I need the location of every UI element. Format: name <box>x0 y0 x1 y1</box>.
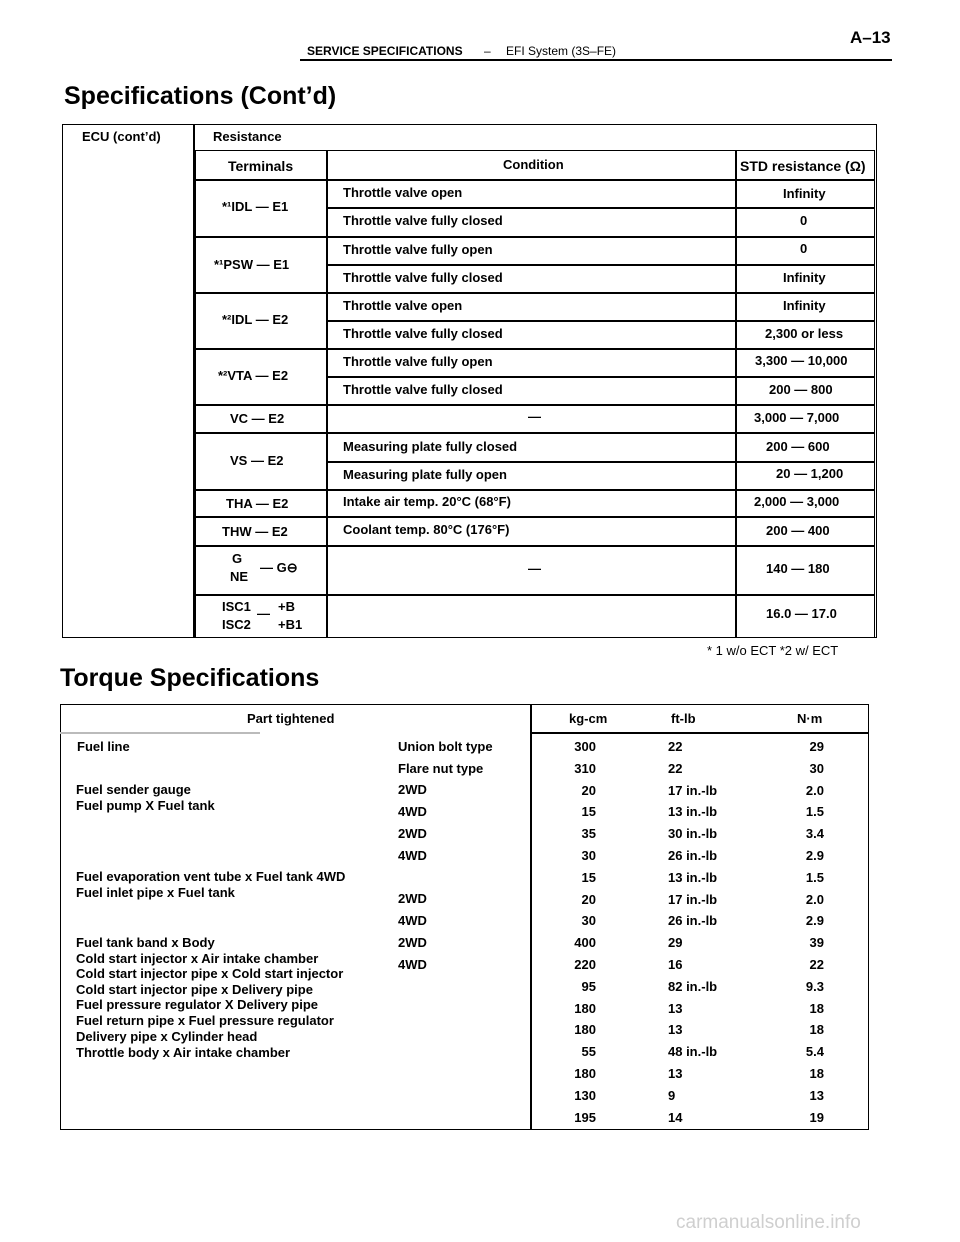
part-label: Cold start injector pipe x Cold start injector <box>76 966 344 981</box>
torque-ftlb-value: 30 in.-lb <box>668 826 718 842</box>
torque-ftlb-value: 17 in.-lb <box>668 891 718 907</box>
terminal: VC — E2 <box>230 411 285 426</box>
part-subtype: 4WD <box>398 848 427 863</box>
part-label: Cold start injector pipe x Delivery pipe <box>76 982 313 997</box>
terminal: VS — E2 <box>230 453 284 468</box>
row-line <box>195 489 875 491</box>
std-value: 2,300 or less <box>765 326 844 341</box>
part-subtype: 2WD <box>398 782 427 797</box>
torque-kgcm-value: 95 <box>581 978 596 994</box>
torque-nm-value: 2.9 <box>805 913 824 929</box>
torque-ftlb-value: 14 <box>668 1109 683 1125</box>
torque-kgcm-value: 35 <box>581 826 596 842</box>
header-section: SERVICE SPECIFICATIONS <box>307 44 463 58</box>
torque-ftlb-value: 13 in.-lb <box>668 869 718 885</box>
condition: Coolant temp. 80°C (176°F) <box>343 522 510 537</box>
condition: Throttle valve fully closed <box>343 270 503 285</box>
terminal: — <box>257 606 270 621</box>
part-subtype: 2WD <box>398 826 427 841</box>
terminal: *¹IDL — E1 <box>222 199 289 214</box>
torque-kgcm-value: 300 <box>574 739 596 754</box>
spec-item: Resistance <box>213 129 282 144</box>
col-nm: N·m <box>797 711 823 726</box>
row-line <box>195 404 875 406</box>
part-label: Fuel pump X Fuel tank <box>76 798 215 813</box>
torque-ftlb-value: 48 in.-lb <box>668 1044 718 1060</box>
row-line <box>195 594 875 596</box>
terminal: ISC1 <box>222 599 251 614</box>
condition: Intake air temp. 20°C (68°F) <box>343 494 511 509</box>
torque-nm-value: 2.0 <box>805 891 824 907</box>
terminal: *²IDL — E2 <box>222 312 289 327</box>
row-line <box>326 461 875 463</box>
terminal: *²VTA — E2 <box>218 368 289 383</box>
part-label: Fuel line <box>77 739 130 754</box>
torque-ftlb-value: 9 <box>668 1087 676 1103</box>
row-line <box>195 292 875 294</box>
torque-kgcm-value: 220 <box>574 957 596 972</box>
header-system: EFI System (3S–FE) <box>506 44 617 58</box>
condition: Throttle valve fully closed <box>343 382 503 397</box>
torque-ftlb-value: 22 <box>668 760 683 776</box>
std-value: 3,300 — 10,000 <box>755 353 848 368</box>
row-line <box>326 264 875 266</box>
col-ftlb: ft-lb <box>671 711 696 726</box>
condition: — <box>528 409 541 424</box>
condition: Measuring plate fully open <box>343 467 507 482</box>
row-line <box>195 516 875 518</box>
torque-kgcm-value: 15 <box>581 869 596 885</box>
torque-header-line-left <box>60 732 260 734</box>
col-kgcm: kg-cm <box>569 711 608 726</box>
part-subtype: 4WD <box>398 913 427 928</box>
torque-nm-value: 5.4 <box>805 1044 824 1060</box>
torque-nm-value: 22 <box>809 957 824 972</box>
torque-kgcm-value: 400 <box>574 935 596 951</box>
torque-nm-value: 1.5 <box>805 869 824 885</box>
terminal: *¹PSW — E1 <box>214 257 290 272</box>
torque-kgcm-value: 30 <box>581 848 596 863</box>
part-label: Fuel inlet pipe x Fuel tank <box>76 885 235 900</box>
std-value: 200 — 800 <box>769 382 833 397</box>
torque-kgcm-value: 15 <box>581 804 596 820</box>
row-line <box>326 376 875 378</box>
condition: Measuring plate fully closed <box>343 439 518 454</box>
col-part-tightened: Part tightened <box>247 711 335 726</box>
part-label: Fuel sender gauge <box>76 782 191 797</box>
condition: Throttle valve fully closed <box>343 326 503 341</box>
part-subtype: 4WD <box>398 804 427 819</box>
header-separator: – <box>484 44 491 58</box>
terminal: — G⊖ <box>260 560 298 575</box>
part-subtype: Union bolt type <box>398 739 493 754</box>
part-label: Fuel tank band x Body <box>76 935 215 950</box>
torque-kgcm-value: 195 <box>574 1109 596 1125</box>
condition: Throttle valve fully closed <box>343 213 503 228</box>
col-terminals: Terminals <box>228 158 294 174</box>
terminal: +B <box>278 599 295 614</box>
condition: Throttle valve fully open <box>343 242 493 257</box>
torque-nm-value: 2.9 <box>805 848 824 863</box>
part-subtype: 2WD <box>398 935 427 950</box>
torque-ftlb-value: 16 <box>668 957 683 972</box>
torque-title: Torque Specifications <box>60 664 320 692</box>
std-value: Infinity <box>783 298 826 313</box>
torque-divider <box>530 704 532 1130</box>
terminal: ISC2 <box>222 617 251 632</box>
col-line-1 <box>326 150 328 638</box>
watermark: carmanualsonline.info <box>676 1212 861 1233</box>
std-value: Infinity <box>783 186 826 201</box>
torque-kgcm-value: 180 <box>574 1000 596 1016</box>
footnote: * 1 w/o ECT *2 w/ ECT <box>707 643 839 658</box>
torque-nm-value: 2.0 <box>805 782 824 798</box>
part-subtype: Flare nut type <box>398 761 484 776</box>
torque-kgcm-value: 130 <box>574 1087 596 1103</box>
torque-ftlb-value: 29 <box>668 935 683 951</box>
spec-title: Specifications (Cont’d) <box>64 82 337 110</box>
terminal: THA — E2 <box>226 496 289 511</box>
part-label: Delivery pipe x Cylinder head <box>76 1029 258 1044</box>
row-line <box>195 179 875 181</box>
torque-ftlb-value: 13 <box>668 1066 683 1081</box>
torque-ftlb-value: 13 <box>668 1022 683 1038</box>
torque-ftlb-value: 82 in.-lb <box>668 978 718 994</box>
part-subtype: 2WD <box>398 891 427 906</box>
part-label: Throttle body x Air intake chamber <box>76 1045 291 1060</box>
torque-kgcm-value: 180 <box>574 1022 596 1038</box>
std-value: 200 — 600 <box>766 439 830 454</box>
spec-component: ECU (cont’d) <box>82 129 161 144</box>
std-value: 0 <box>800 241 808 256</box>
terminal: THW — E2 <box>222 524 288 539</box>
terminal: NE <box>230 569 249 584</box>
terminal: +B1 <box>278 617 303 632</box>
torque-ftlb-value: 26 in.-lb <box>668 848 718 863</box>
row-line <box>326 320 875 322</box>
terminal: G <box>232 551 243 566</box>
col-condition: Condition <box>503 157 564 172</box>
row-line <box>195 432 875 434</box>
row-line <box>326 207 875 209</box>
torque-kgcm-value: 20 <box>581 782 596 798</box>
torque-ftlb-value: 22 <box>668 739 683 754</box>
std-value: 0 <box>800 213 808 228</box>
part-label: Fuel pressure regulator X Delivery pipe <box>76 997 319 1012</box>
torque-nm-value: 18 <box>809 1000 824 1016</box>
torque-kgcm-value: 20 <box>581 891 596 907</box>
torque-ftlb-value: 26 in.-lb <box>668 913 718 929</box>
page-number: A–13 <box>850 28 891 47</box>
torque-kgcm-value: 310 <box>574 760 596 776</box>
torque-nm-value: 3.4 <box>805 826 824 842</box>
torque-nm-value: 18 <box>809 1066 824 1081</box>
part-subtype: 4WD <box>398 957 427 972</box>
std-value: 20 — 1,200 <box>776 466 844 481</box>
torque-header-line <box>530 732 869 734</box>
torque-nm-value: 39 <box>809 935 824 951</box>
torque-ftlb-value: 13 <box>668 1000 683 1016</box>
std-value: 200 — 400 <box>766 523 830 538</box>
torque-kgcm-value: 55 <box>581 1044 596 1060</box>
torque-nm-value: 29 <box>809 739 824 754</box>
condition: Throttle valve fully open <box>343 354 493 369</box>
header-rule <box>300 59 892 61</box>
row-line <box>195 545 875 547</box>
torque-nm-value: 30 <box>809 760 824 776</box>
torque-kgcm-value: 180 <box>574 1066 596 1081</box>
std-value: 2,000 — 3,000 <box>754 494 840 509</box>
condition: — <box>528 561 541 576</box>
part-label: Fuel return pipe x Fuel pressure regulator <box>76 1013 334 1028</box>
col-line-2 <box>735 150 737 638</box>
part-label: Cold start injector x Air intake chamber <box>76 951 319 966</box>
torque-kgcm-value: 30 <box>581 913 596 929</box>
torque-nm-value: 19 <box>809 1109 824 1125</box>
torque-nm-value: 18 <box>809 1022 824 1038</box>
col-std-resistance: STD resistance (Ω) <box>740 158 866 174</box>
torque-nm-value: 13 <box>809 1087 824 1103</box>
condition: Throttle valve open <box>343 185 463 200</box>
row-line <box>195 348 875 350</box>
std-value: 16.0 — 17.0 <box>766 606 837 621</box>
torque-nm-value: 9.3 <box>805 978 824 994</box>
part-label: Fuel evaporation vent tube x Fuel tank 4WD <box>76 869 346 884</box>
std-value: 3,000 — 7,000 <box>754 410 840 425</box>
torque-nm-value: 1.5 <box>805 804 824 820</box>
std-value: Infinity <box>783 270 826 285</box>
row-line <box>195 236 875 238</box>
std-value: 140 — 180 <box>766 561 830 576</box>
condition: Throttle valve open <box>343 298 463 313</box>
torque-ftlb-value: 17 in.-lb <box>668 782 718 798</box>
torque-ftlb-value: 13 in.-lb <box>668 804 718 820</box>
